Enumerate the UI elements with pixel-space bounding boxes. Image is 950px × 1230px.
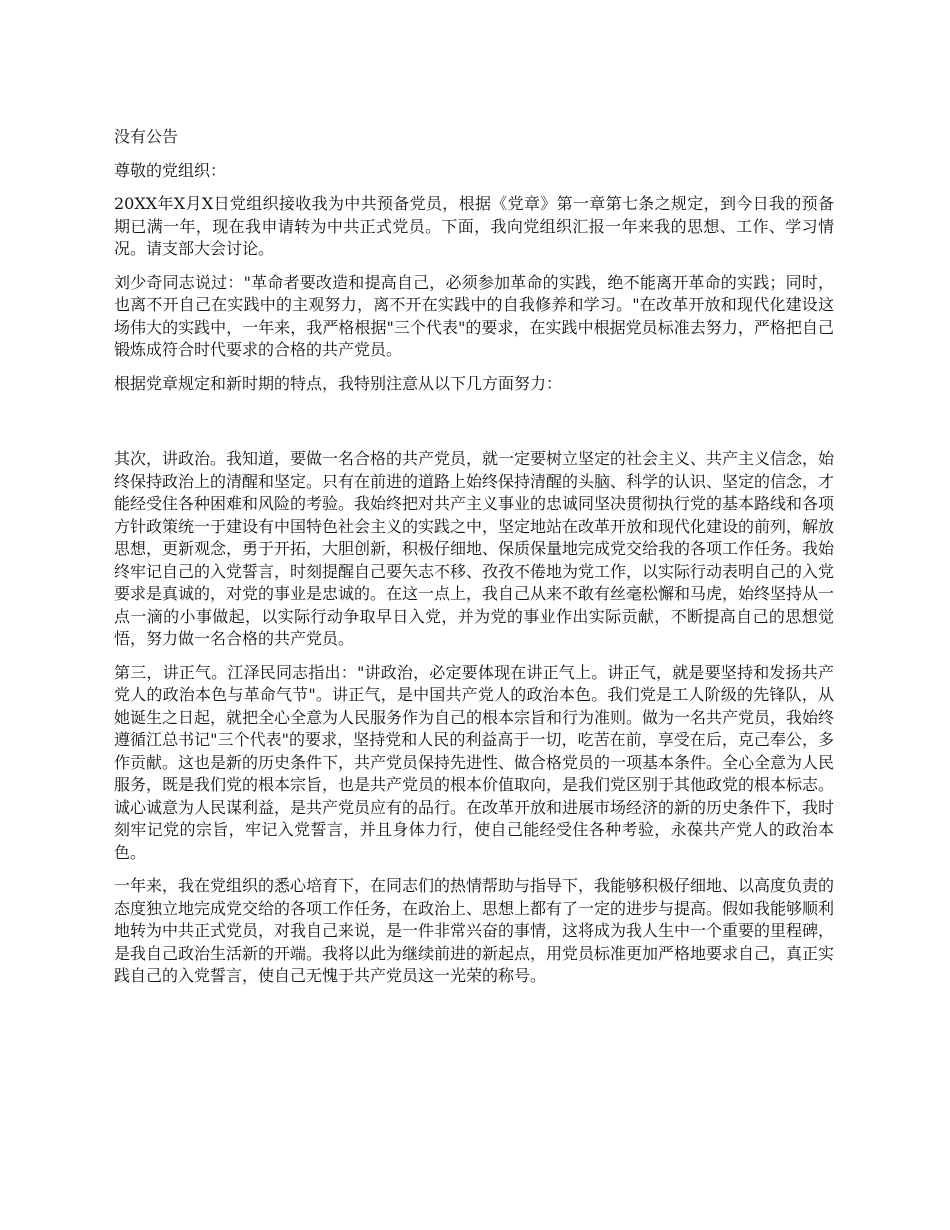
document-body (114, 126, 834, 999)
paragraph-intro: 20XX年X月X日党组织接收我为中共预备党员，根据《党章》第一章第七条之规定，到今日我的预备期已满一年，现在我申请转为中共正式党员。下面，我向党组织汇报一年来我的思想、工作、学习情况。请支部大会讨论。 (114, 194, 834, 258)
paragraph-quote: 刘少奇同志说过："革命者要改造和提高自己，必须参加革命的实践，绝不能离开革命的实践；同时，也离不开自己在实践中的主观努力，离不开在实践中的自我修养和学习。"在改革开放和现代化建设这场伟大的实践中，一年来，我严格根据"三个代表"的要求，在实践中根据党员标准去努力，严格把自己锻炼成符合时代要求的合格的共产党员。 (114, 272, 834, 359)
paragraph-conclusion: 一年来，我在党组织的悉心培育下，在同志们的热情帮助与指导下，我能够积极仔细地、以高度负责的态度独立地完成党交给的各项工作任务，在政治上、思想上都有了一定的进步与提高。假如我能够顺利地转为中共正式党员，对我自己来说，是一件非常兴奋的事情，这将成为我人生中一个重要的里程碑，是我自己政治生活新的开端。我将以此为继续前进的新起点，用党员标准更加严格地要求自己，真正实践自己的入党誓言，使自己无愧于共产党员这一光荣的称号。 (114, 876, 835, 985)
paragraph-lead-in: 根据党章规定和新时期的特点，我特别注意从以下几方面努力： (114, 373, 563, 393)
paragraph-politics: 其次，讲政治。我知道，要做一名合格的共产党员，就一定要树立坚定的社会主义、共产主义信念，始终保持政治上的清醒和坚定。只有在前进的道路上始终保持清醒的头脑、科学的认识、坚定的信念，才能经受住各种困难和风险的考验。我始终把对共产主义事业的忠诚同坚决贯彻执行党的基本路线和各项方针政策统一于建设有中国特色社会主义的实践之中，坚定地站在改革开放和现代化建设的前列，解放思想，更新观念，勇于开拓，大胆创新，积极仔细地、保质保量地完成党交给我的各项工作任务。我始终牢记自己的入党誓言，时刻提醒自己要矢志不移、孜孜不倦地为党工作，以实际行动表明自己的入党要求是真诚的，对党的事业是忠诚的。在这一点上，我自己从来不敢有丝毫松懈和马虎，始终坚持从一点一滴的小事做起，以实际行动争取早日入党，并为党的事业作出实际贡献，不断提高自己的思想觉悟，努力做一名合格的共产党员。 (114, 449, 835, 648)
salutation: 尊敬的党组织： (114, 160, 227, 180)
paragraph-integrity: 第三，讲正气。江泽民同志指出："讲政治，必定要体现在讲正气上。讲正气，就是要坚持和发扬共产党人的政治本色与革命气节"。讲正气，是中国共产党人的政治本色。我们党是工人阶级的先锋队，从她诞生之日起，就把全心全意为人民服务作为自己的根本宗旨和行为准则。做为一名共产党员，我始终遵循江总书记"三个代表"的要求，坚持党和人民的利益高于一切，吃苦在前，享受在后，克己奉公，多作贡献。这也是新的历史条件下，共产党员保持先进性、做合格党员的一项基本条件。全心全意为人民服务，既是我们党的根本宗旨，也是共产党员的根本价值取向，是我们党区别于其他政党的根本标志。诚心诚意为人民谋利益，是共产党员应有的品行。在改革开放和进展市场经济的新的历史条件下，我时刻牢记党的宗旨，牢记入党誓言，并且身体力行，使自己能经受住各种考验，永葆共产党人的政治本色。 (114, 662, 835, 862)
notice-line: 没有公告 (114, 127, 179, 146)
blank-gap (114, 406, 834, 448)
